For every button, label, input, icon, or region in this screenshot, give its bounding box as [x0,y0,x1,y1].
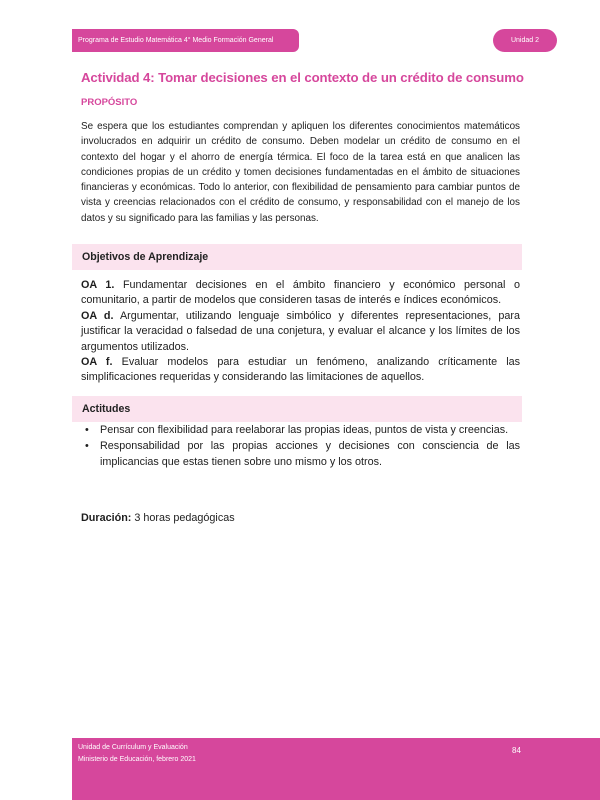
objective-text: Fundamentar decisiones en el ámbito financiero y económico personal o comunitario, a partir de modelos que consideren tasas de interés e índices económicos. [81,279,520,307]
footer-unit: Unidad de Currículum y Evaluación [78,744,188,751]
attitudes-section-header [72,396,522,422]
footer-bar [72,738,600,800]
page-number: 84 [512,746,521,755]
unit-label: Unidad 2 [510,37,540,44]
header-program-bar [72,29,299,52]
objectives-list [81,278,520,386]
objective-text: Argumentar, utilizando lenguaje simbólico y diferentes representaciones, para justificar la veracidad o falsedad de una conjetura, y evaluar el alcance y los límites de los argumentos utilizados. [81,309,520,353]
objective-code: OA d. [81,309,114,322]
attitude-text: Pensar con flexibilidad para reelaborar las propias ideas, puntos de vista y creencias. [100,424,509,436]
objective-item [81,309,520,355]
duration [81,512,235,524]
duration-label: Duración: [81,512,132,524]
objectives-heading: Objetivos de Aprendizaje [82,251,209,263]
purpose-text: Se espera que los estudiantes comprendan y apliquen los diferentes conocimientos matemáticos involucrados en adquirir un crédito de consumo. Deben modelar un crédito de consumo en el contexto del hogar y el ahorro de energía térmica. El foco de la tarea está en que analicen las condiciones propias de un crédito y tomen decisiones fundamentadas en el ámbito de situaciones financieras y económicas. Todo lo anterior, con flexibilidad de pensamiento para cambiar puntos de vista y creencias relacionados con el crédito de consumo, y responsabilidad con el manejo de los datos y su significado para las familias y las personas. [81,121,520,224]
footer-ministry: Ministerio de Educación, febrero 2021 [78,756,196,763]
attitudes-list [81,423,520,471]
objective-code: OA f. [81,356,113,369]
attitude-text: Responsabilidad por las propias acciones y decisiones con consciencia de las implicancias que estas tienen sobre uno mismo y los otros. [100,440,520,468]
activity-title: Actividad 4: Tomar decisiones en el contexto de un crédito de consumo [81,70,524,85]
objective-item [81,355,520,386]
attitude-item [81,423,520,438]
bullet-icon: • [85,440,89,453]
objectives-section-header [72,244,522,270]
objective-item [81,278,520,309]
attitudes-heading: Actitudes [82,403,131,415]
unit-badge [493,29,557,52]
objective-text: Evaluar modelos para estudiar un fenómeno, analizando críticamente las simplificaciones requeridas y considerando las limitaciones de aquellos. [81,356,520,384]
program-title: Programa de Estudio Matemática 4° Medio Formación General [78,37,274,44]
objective-code: OA 1. [81,279,115,291]
bullet-icon: • [85,424,89,436]
attitude-item [81,439,520,470]
duration-value: 3 horas pedagógicas [131,512,235,524]
purpose-heading: PROPÓSITO [81,97,138,108]
